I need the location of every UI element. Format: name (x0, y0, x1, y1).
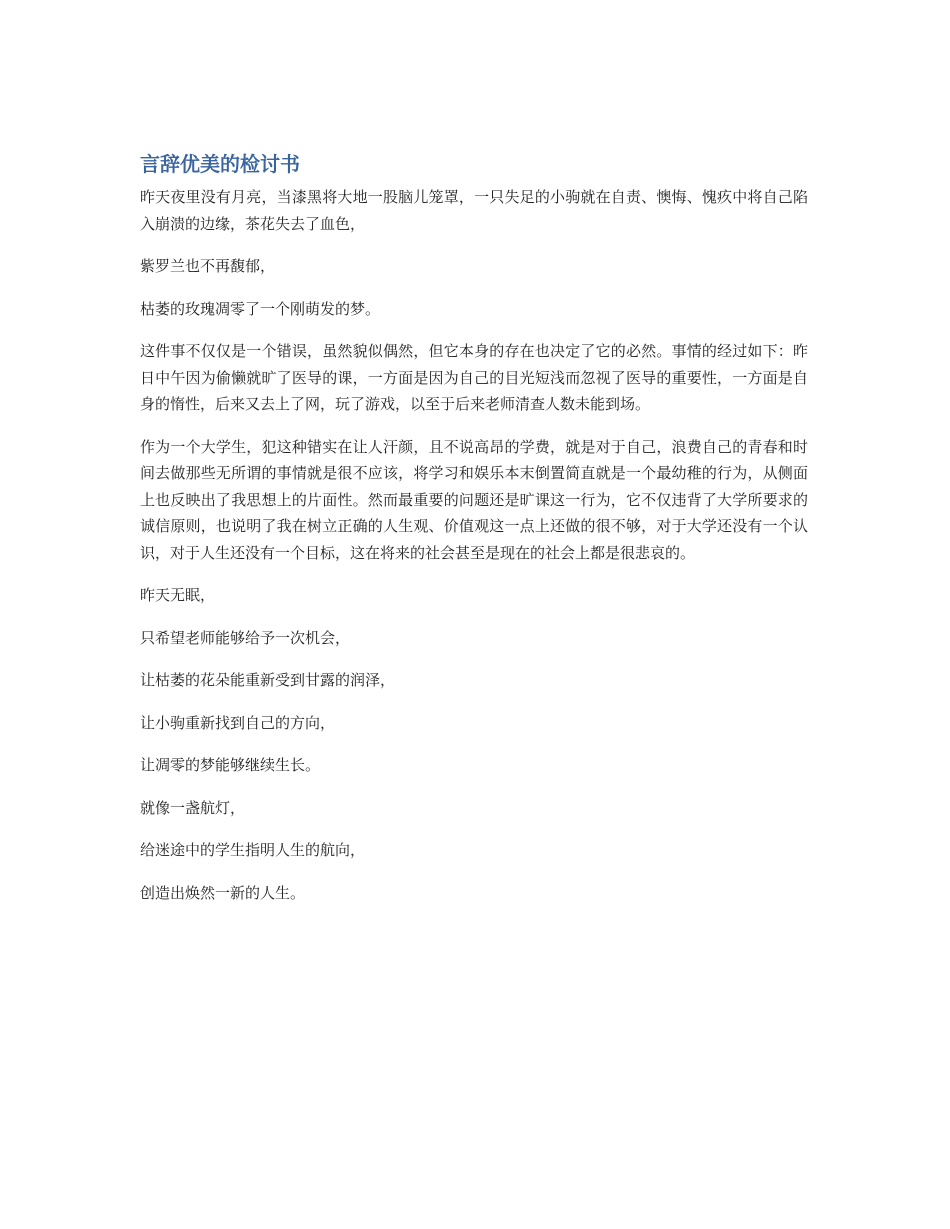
paragraph-6: 昨天无眠， (140, 586, 216, 604)
paragraph-3: 枯萎的玫瑰凋零了一个刚萌发的梦。 (140, 299, 381, 318)
paragraph-9: 让小驹重新找到自己的方向， (140, 713, 336, 732)
paragraph-4: 这件事不仅仅是一个错误，虽然貌似偶然，但它本身的存在也决定了它的必然。事情的经过如下：昨日中午因为偷懒就旷了医导的课，一方面是因为自己的目光短浅而忽视了医导的重要性，一方面是自身的惰性，后来又去上了网，玩了游戏，以至于后来老师清查人数未能到场。 (140, 342, 808, 413)
paragraph-1: 昨天夜里没有月亮，当漆黑将大地一股脑儿笼罩，一只失足的小驹就在自责、懊悔、愧疚中将自己陷入崩溃的边缘，茶花失去了血色， (140, 188, 808, 233)
paragraph-11: 就像一盏航灯， (140, 798, 246, 817)
paragraph-8: 让枯萎的花朵能重新受到甘露的润泽， (140, 671, 396, 689)
paragraph-5: 作为一个大学生，犯这种错实在让人汗颜，且不说高昂的学费，就是对于自己，浪费自己的青春和时间去做那些无所谓的事情就是很不应该，将学习和娱乐本末倒置简直就是一个最幼稚的行为，从侧面上也反映出了我思想上的片面性。然而最重要的问题还是旷课这一行为，它不仅违背了大学所要求的诚信原则，也说明了我在树立正确的人生观、价值观这一点上还做的很不够，对于大学还没有一个认识，对于人生还没有一个目标，这在将来的社会甚至是现在的社会上都是很悲哀的。 (140, 437, 808, 562)
document-title: 言辞优美的检讨书 (140, 152, 300, 176)
paragraph-13: 创造出焕然一新的人生。 (140, 883, 306, 902)
document-page (140, 150, 808, 922)
paragraph-2: 紫罗兰也不再馥郁， (140, 257, 276, 275)
paragraph-12: 给迷途中的学生指明人生的航向， (140, 841, 366, 859)
paragraph-10: 让凋零的梦能够继续生长。 (140, 756, 321, 774)
paragraph-7: 只希望老师能够给予一次机会， (140, 628, 351, 647)
